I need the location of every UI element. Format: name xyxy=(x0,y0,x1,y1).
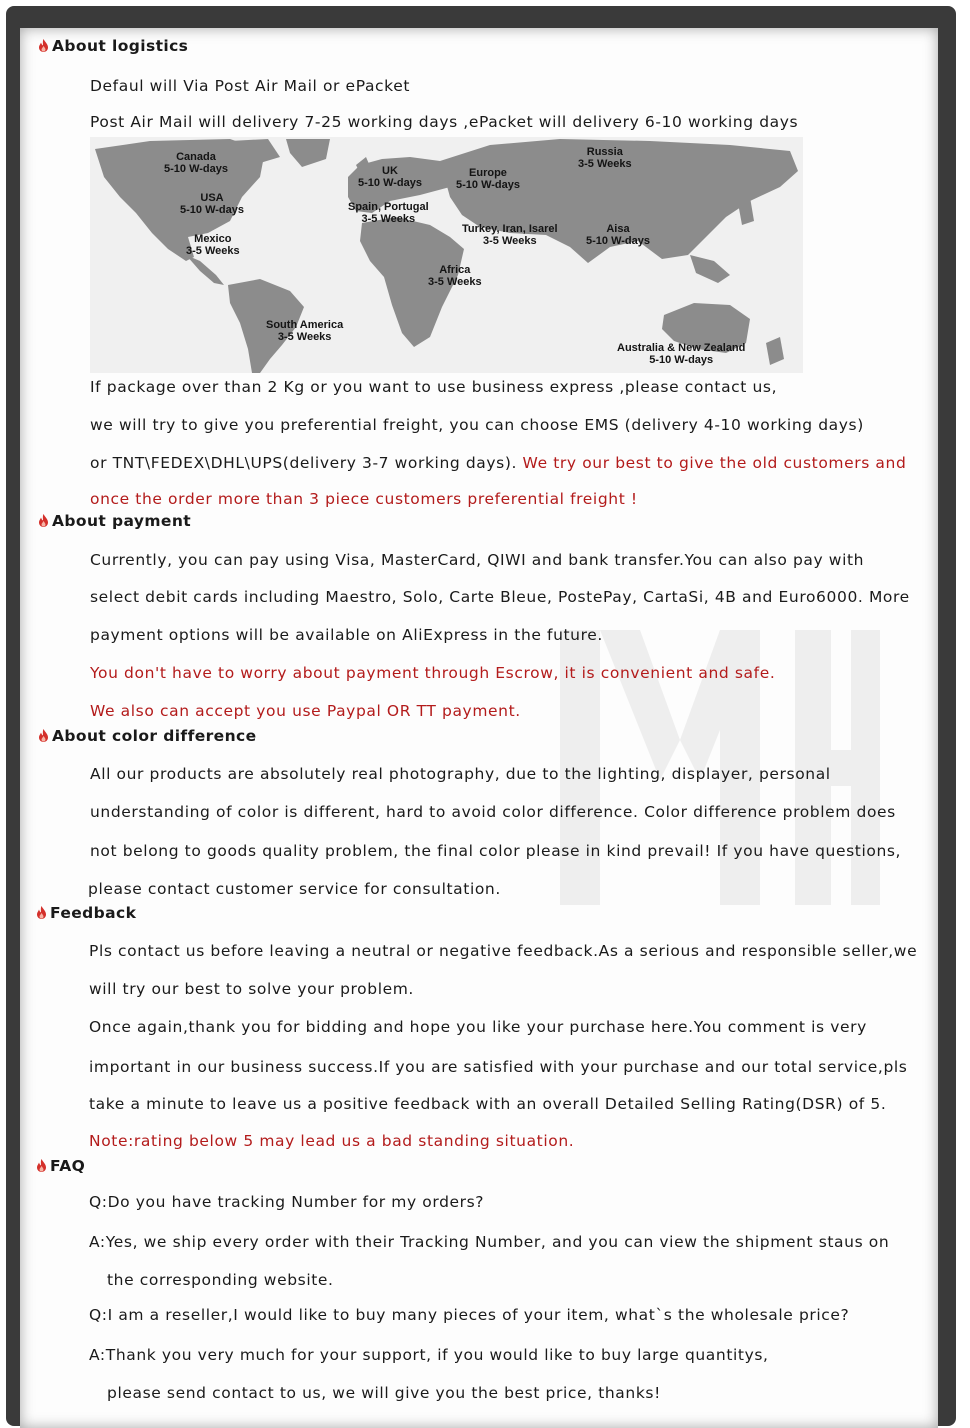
payment-line-2: select debit cards including Maestro, Solo, Carte Bleue, PostePay, CartaSi, 4B and Euro6000. More xyxy=(90,588,910,606)
logistics-line-1: Defaul will Via Post Air Mail or ePacket xyxy=(90,77,411,95)
map-label-uk: UK 5-10 W-days xyxy=(358,165,422,189)
map-label-turkey: Turkey, Iran, Isarel 3-5 Weeks xyxy=(462,223,558,247)
faq-answer-1-line-2: the corresponding website. xyxy=(107,1271,334,1289)
map-label-russia: Russia 3-5 Weeks xyxy=(578,146,632,170)
flame-icon xyxy=(38,39,49,52)
heading-payment xyxy=(38,512,191,530)
payment-line-3: payment options will be available on AliExpress in the future. xyxy=(90,626,603,644)
logistics-line-5-text: or TNT\FEDEX\DHL\UPS(delivery 3-7 working days). xyxy=(90,454,518,472)
map-label-australia: Australia & New Zealand 5-10 W-days xyxy=(617,342,746,366)
logistics-line-2: Post Air Mail will delivery 7-25 working days ,ePacket will delivery 6-10 working days xyxy=(90,113,799,131)
heading-faq xyxy=(36,1157,85,1175)
logistics-line-4: we will try to give you preferential freight, you can choose EMS (delivery 4-10 working days) xyxy=(90,416,864,434)
logistics-line-3: If package over than 2 Kg or you want to use business express ,please contact us, xyxy=(90,378,778,396)
logistics-line-5 xyxy=(90,454,906,472)
map-label-africa: Africa 3-5 Weeks xyxy=(428,264,482,288)
map-label-south-america: South America 3-5 Weeks xyxy=(266,319,344,343)
heading-text: About color difference xyxy=(52,727,257,745)
heading-text: About payment xyxy=(52,512,192,530)
feedback-line-3: Once again,thank you for bidding and hope you like your purchase here.You comment is very xyxy=(89,1018,867,1036)
feedback-line-6: Note:rating below 5 may lead us a bad standing situation. xyxy=(89,1132,575,1150)
color-line-4: please contact customer service for consultation. xyxy=(88,880,501,898)
color-line-2: understanding of color is different, hard to avoid color difference. Color difference problem does xyxy=(90,803,896,821)
payment-line-1: Currently, you can pay using Visa, MasterCard, QIWI and bank transfer.You can also pay with xyxy=(90,551,865,569)
feedback-line-5: take a minute to leave us a positive feedback with an overall Detailed Selling Rating(DSR) of 5. xyxy=(89,1095,887,1113)
flame-icon xyxy=(38,729,49,742)
shipping-map xyxy=(90,137,803,373)
heading-color-difference xyxy=(38,727,257,745)
flame-icon xyxy=(38,514,49,527)
map-label-europe: Europe 5-10 W-days xyxy=(456,167,520,191)
faq-answer-2-line-2: please send contact to us, we will give you the best price, thanks! xyxy=(107,1384,661,1402)
color-line-3: not belong to goods quality problem, the final color please in kind prevail! If you have questions, xyxy=(90,842,902,860)
faq-answer-2-line-1: A:Thank you very much for your support, if you would like to buy large quantitys, xyxy=(89,1346,769,1364)
flame-icon xyxy=(36,906,47,919)
feedback-line-4: important in our business success.If you are satisfied with your purchase and our total service,pls xyxy=(89,1058,908,1076)
feedback-line-1: Pls contact us before leaving a neutral or negative feedback.As a serious and responsible seller,we xyxy=(89,942,918,960)
payment-line-5: We also can accept you use Paypal OR TT payment. xyxy=(90,702,521,720)
heading-text: FAQ xyxy=(50,1157,86,1175)
map-label-mexico: Mexico 3-5 Weeks xyxy=(186,233,240,257)
payment-line-4: You don't have to worry about payment through Escrow, it is convenient and safe. xyxy=(90,664,776,682)
logistics-line-5-red: We try our best to give the old customers and xyxy=(517,454,907,472)
flame-icon xyxy=(36,1159,47,1172)
heading-feedback xyxy=(36,904,136,922)
feedback-line-2: will try our best to solve your problem. xyxy=(89,980,414,998)
map-label-canada: Canada 5-10 W-days xyxy=(164,151,228,175)
map-label-spain: Spain, Portugal 3-5 Weeks xyxy=(348,201,429,225)
heading-text: About logistics xyxy=(52,37,189,55)
faq-answer-1-line-1: A:Yes, we ship every order with their Tracking Number, and you can view the shipment staus on xyxy=(89,1233,890,1251)
faq-question-2: Q:I am a reseller,I would like to buy many pieces of your item, what`s the wholesale price? xyxy=(89,1306,850,1324)
map-label-usa: USA 5-10 W-days xyxy=(180,192,244,216)
map-label-asia: Aisa 5-10 W-days xyxy=(586,223,650,247)
heading-logistics xyxy=(38,37,188,55)
logistics-line-6: once the order more than 3 piece customers preferential freight ! xyxy=(90,490,638,508)
heading-text: Feedback xyxy=(50,904,137,922)
faq-question-1: Q:Do you have tracking Number for my orders? xyxy=(89,1193,485,1211)
color-line-1: All our products are absolutely real photography, due to the lighting, displayer, personal xyxy=(90,765,831,783)
